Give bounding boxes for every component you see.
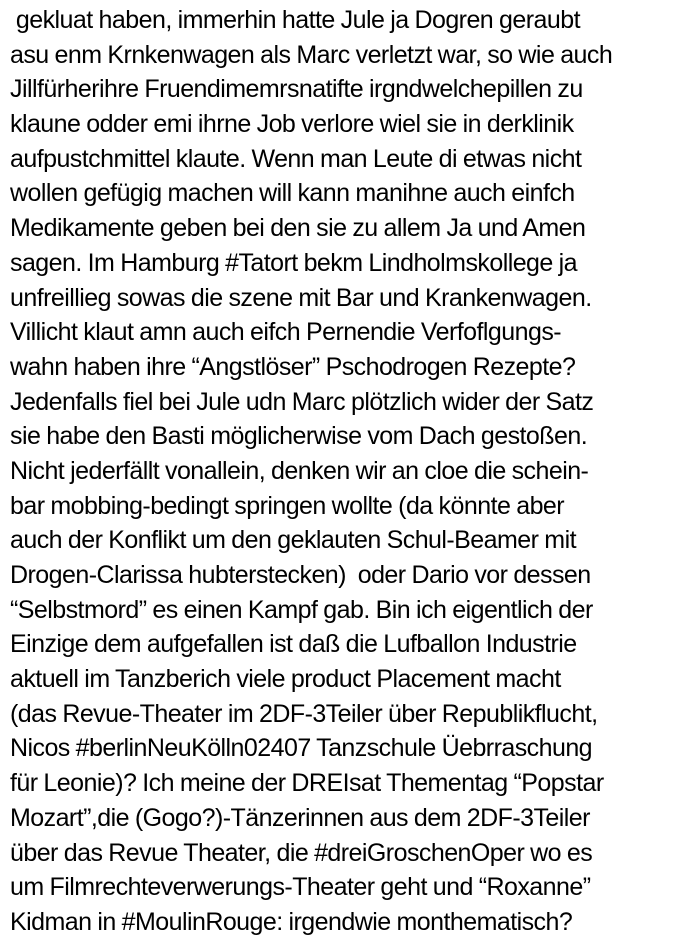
text-line-2: asu enm Krnkenwagen als Marc verletzt war, so wie auch [10,40,613,69]
text-line-25: über das Revue Theater, die #dreiGroschenOper wo es [10,838,593,867]
text-line-1: gekluat haben, immerhin hatte Jule ja Dogren geraubt [10,6,581,34]
text-line-6: wollen gefügig machen will kann manihne auch einfch [10,179,575,208]
text-line-3: Jillfürherihre Fruendimemrsnatifte irgndwelchepillen zu [10,75,583,104]
text-line-24: Mozart”,die (Gogo?)-Tänzerinnen aus dem 2DF-3Teiler [10,803,590,832]
text-line-4: klaune odder emi ihrne Job verlore wiel sie in derklinik [10,110,574,139]
text-line-10: Villicht klaut amn auch eifch Pernendie Verfoflgungs- [10,318,562,347]
text-line-15: bar mobbing-bedingt springen wollte (da könnte aber [10,491,565,520]
text-line-12: Jedenfalls fiel bei Jule udn Marc plötzlich wider der Satz [10,387,594,416]
text-line-22: Nicos #berlinNeuKölln02407 Tanzschule Üebrraschung [10,734,593,763]
text-line-21: (das Revue-Theater im 2DF-3Teiler über Republikflucht, [10,699,598,728]
text-line-13: sie habe den Basti möglicherwise vom Dach gestoßen. [10,422,588,451]
text-line-20: aktuell im Tanzberich viele product Placement macht [10,665,561,694]
text-line-23: für Leonie)? Ich meine der DREIsat Thementag “Popstar [10,769,604,798]
text-line-26: um Filmrechteverwerungs-Theater geht und “Roxanne” [10,873,591,902]
body-text [10,3,674,940]
text-line-14: Nicht jederfällt vonallein, denken wir an cloe die schein- [10,456,589,485]
text-line-5: aufpustchmittel klaute. Wenn man Leute di etwas nicht [10,144,582,173]
text-line-17: Drogen-Clarissa hubterstecken) oder Dario vor dessen [10,561,591,589]
text-line-9: unfreillieg sowas die szene mit Bar und Krankenwagen. [10,283,592,312]
text-line-7: Medikamente geben bei den sie zu allem Ja und Amen [10,214,586,243]
text-line-27: Kidman in #MoulinRouge: irgendwie monthematisch? [10,907,573,936]
text-line-18: “Selbstmord” es einen Kampf gab. Bin ich eigentlich der [10,595,593,624]
text-line-8: sagen. Im Hamburg #Tatort bekm Lindholmskollege ja [10,248,578,277]
text-line-16: auch der Konflikt um den geklauten Schul-Beamer mit [10,526,576,555]
text-line-19: Einzige dem aufgefallen ist daß die Lufballon Industrie [10,630,577,659]
text-line-11: wahn haben ihre “Angstlöser” Pschodrogen Rezepte? [10,352,576,381]
